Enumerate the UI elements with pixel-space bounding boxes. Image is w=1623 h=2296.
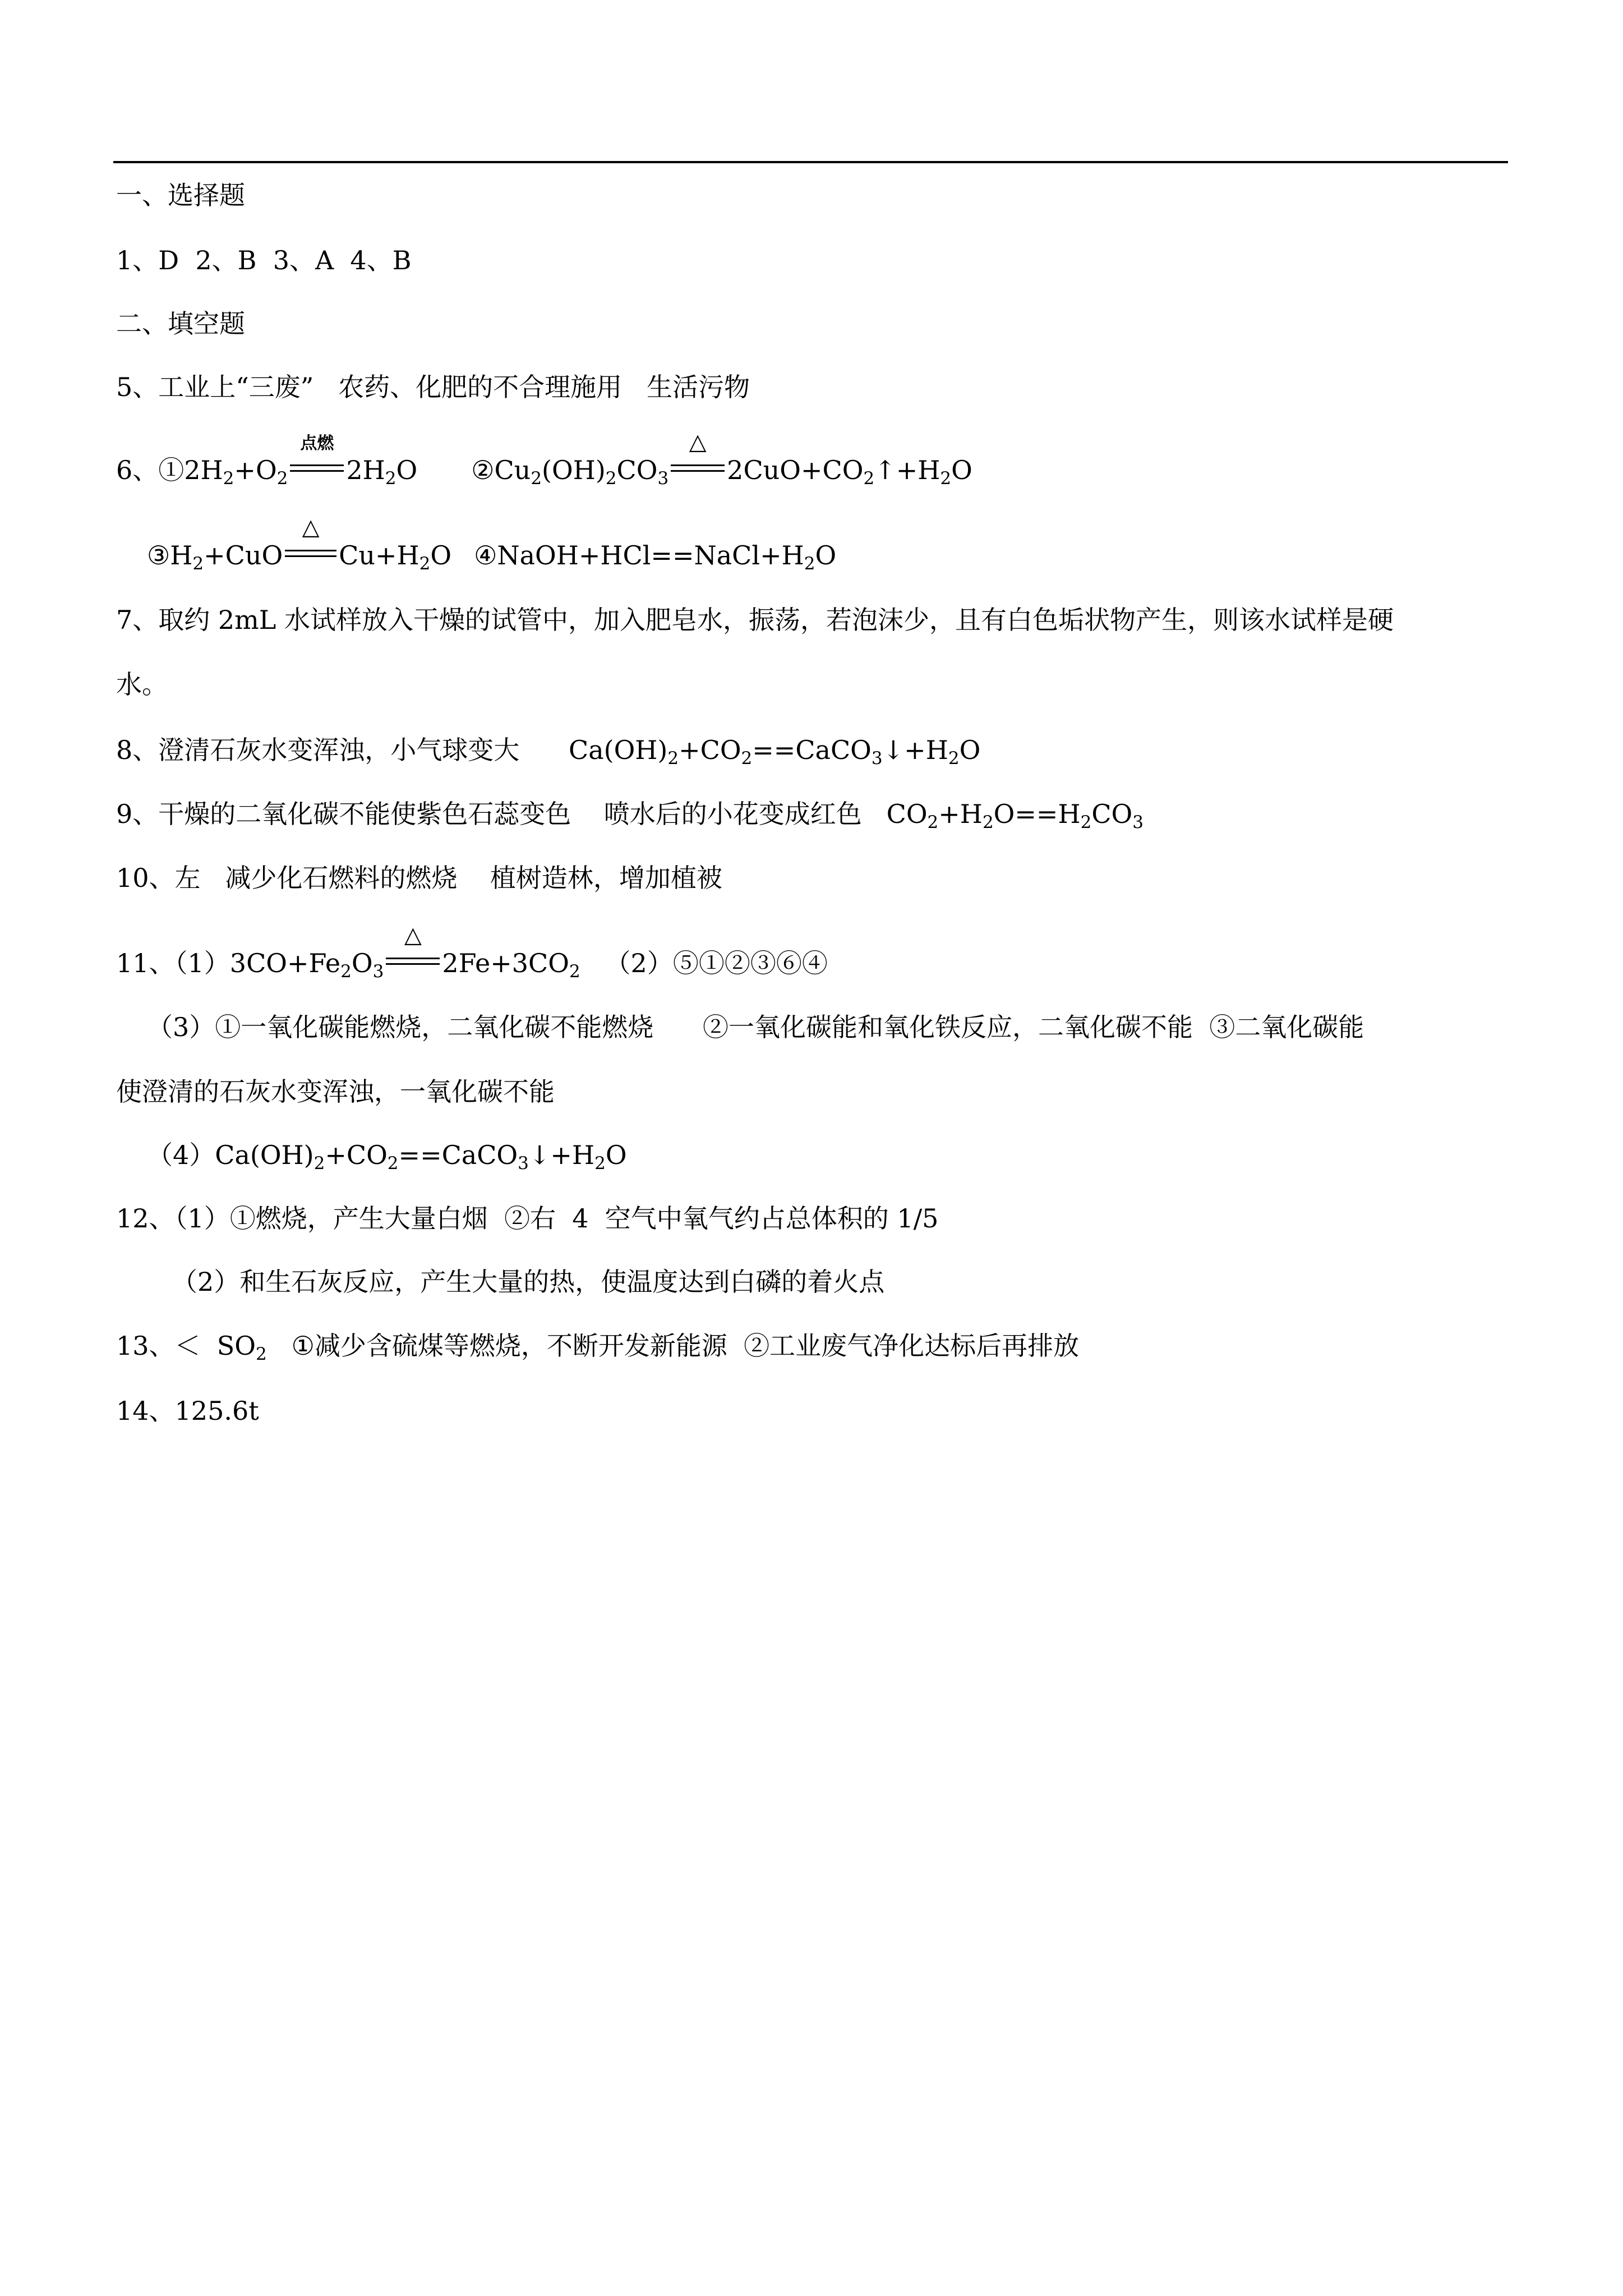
ignite-condition-sign: 点燃 [290, 453, 344, 479]
answer-7-line-1: 7、取约 2mL 水试样放入干燥的试管中，加入肥皂水，振荡，若泡沫少，且有白色垢状物产生，则该水试样是硬 [116, 605, 1394, 635]
heat-condition-sign: △ [671, 453, 725, 479]
answer-14: 14、125.6t [116, 1396, 259, 1426]
answer-11-part-3-line-1: （3）①一氧化碳能燃烧，二氧化碳不能燃烧 ②一氧化碳能和氧化铁反应，二氧化碳不能 ③二氧化碳能 [147, 1012, 1364, 1042]
heat-condition-sign: △ [386, 946, 440, 972]
answer-12-part-1: 12、（1）①燃烧，产生大量白烟 ②右 4 空气中氧气约占总体积的 1/5 [116, 1203, 939, 1234]
section-heading-fill: 二、填空题 [116, 309, 245, 339]
section-heading-choice: 一、选择题 [116, 180, 245, 210]
answer-7-line-2: 水。 [116, 669, 168, 700]
top-rule [113, 161, 1508, 163]
answer-6-line-1: 6、$①2H_2+O_2$ 点燃 $2H_2O$ $②Cu_2(OH)_2CO_3$ △ $2CuO+CO_2↑+H_2O$ [116, 429, 972, 489]
answer-5: 5、工业上“三废” 农药、化肥的不合理施用 生活污物 [116, 372, 750, 402]
answer-9: 9、干燥的二氧化碳不能使紫色石蕊变色 喷水后的小花变成红色 $CO_2+H_2O==H_2CO_3$ [116, 799, 1144, 832]
answer-6-number: 6、 [116, 455, 159, 485]
answer-8: 8、澄清石灰水变浑浊，小气球变大 $Ca(OH)_2+CO_2==CaCO_3↓+H_2O$ [116, 735, 981, 769]
answer-1-4: 1、D 2、B 3、A 4、B [116, 245, 412, 275]
answer-11-part-3-line-2: 使澄清的石灰水变浑浊，一氧化碳不能 [116, 1076, 555, 1107]
answer-10: 10、左 减少化石燃料的燃烧 植树造林，增加植被 [116, 863, 722, 893]
answer-13: 13、＜ $SO_2$ ①减少含硫煤等燃烧，不断开发新能源 ②工业废气净化达标后再排放 [116, 1331, 1080, 1364]
heat-condition-sign: △ [285, 539, 336, 564]
answer-12-part-2: （2）和生石灰反应，产生大量的热，使温度达到白磷的着火点 [172, 1267, 885, 1297]
answer-6-line-2: $③H_2+CuO$ △ $Cu+H_2O$ $④NaOH+HCl==NaCl+H_2O$ [147, 514, 837, 574]
answer-11-line-1: 11、$(1)3CO+Fe_2O_3$ △ $2Fe+3CO_2$ （2）⑤①②③⑥④ [116, 922, 828, 982]
answer-11-part-4: $(4)Ca(OH)_2+CO_2==CaCO_3↓+H_2O$ [147, 1140, 627, 1174]
